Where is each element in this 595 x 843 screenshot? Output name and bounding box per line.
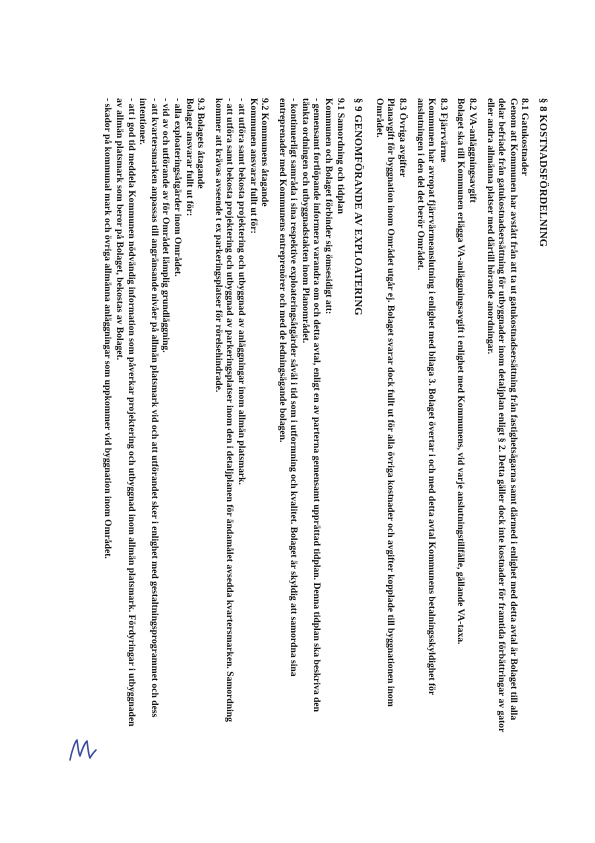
list-item: - vid av och utförande av för Området lämplig grundläggning. bbox=[160, 98, 172, 353]
section-9-3-text: Bolaget ansvarar fullt ut för: bbox=[183, 98, 195, 217]
handwritten-initials-mark bbox=[66, 732, 100, 766]
section-8-3b-text: Planavgift för byggnation inom Området utgår ej. Bolaget svarar dock fullt ut för alla övriga kostnader och avgifter kopplade till byggnationen inom Området. bbox=[373, 98, 397, 707]
section-8-3a-title: 8.3 Fjärrvärme bbox=[437, 98, 449, 163]
section-8-heading: § 8 KOSTNADSFÖRDELNING bbox=[537, 98, 548, 248]
list-item: - att utföra samt bekosta projektering och utbyggnad av anläggningar inom allmän platsmark. bbox=[235, 98, 247, 485]
section-8-1-text: Genom att Kommunen har avstått från att ta ut gatukostnadsersättning från fastighetsägarna samt därmed i enlighet med detta avtal är Bolaget till alla delar befriade från gatukostnadsersättning för utbyggnader inom detaljplan enligt § 2. Detta gäller dock inte kostnader för framtida förbättringar av gator eller andra allmänna platser med därtill hörande anordningar. bbox=[484, 98, 519, 733]
list-item: - att utföra samt bekosta projektering och utbyggnad av parkeringsplatser inom den i detaljplanen för ändamålet avsedda kvartersmarken. Samordning kommer att krävas avseende t ex parkeringsplatser för rörelsehindrade. bbox=[212, 98, 236, 722]
section-9-2-title: 9.2 Kommunens åtagande bbox=[259, 98, 271, 207]
list-item: - att kvartersmarken anpassas till angränsande nivåer på allmän platsmark vid och att utförandet sker i enlighet med gestaltningsprogrammet och dess intentioner. bbox=[137, 98, 160, 718]
list-item: - att i god tid meddela Kommunen nödvändig information som påverkar projektering och utbyggnad inom allmän platsmark. Fördyringar i utbyggnaden av allmän platsmark som beror på Bolaget, bekostas av Bolaget. bbox=[114, 98, 137, 727]
section-9-2-text: Kommunen ansvarar fullt ut för: bbox=[247, 98, 259, 234]
section-8-3a-text: Kommunen har avropat fjärrvärmeanslutning i enlighet med bilaga 3. Bolaget övertar i och med detta avtal Kommunens betalningsskyldighet för anslutningen i den del det berör Området. bbox=[414, 98, 438, 696]
section-9-3-title: 9.3 Bolagets åtagande bbox=[195, 98, 207, 189]
rotated-text-block bbox=[102, 98, 548, 733]
section-8-3b-title: 8.3 Övriga avgifter bbox=[397, 98, 409, 178]
section-9-1-title: 9.1 Samordning och tidplan bbox=[334, 98, 346, 214]
section-9-heading: § 9 GENOMFÖRANDE AV EXPLOATERING bbox=[352, 98, 364, 316]
list-item: - skador på kommunal mark och övriga allmänna anläggningar som uppkommer vid byggnation inom Området. bbox=[102, 98, 114, 559]
list-item: - alla exploateringsåtgärder inom Området. bbox=[171, 98, 183, 277]
list-item: - gemensamt fortlöpande informera varandra om och detta avtal, enligt en av parterna gemensamt upprättad tidplan. Denna tidplan ska beskriva den tänkta ordningen och utbyggnadstakten inom Planområdet. bbox=[299, 98, 323, 712]
section-8-2-text: Bolaget ska till Kommunen erlägga VA-anläggningsavgift i enlighet med Kommunens, vid varje anslutningstillfälle, gällande VA-taxa. bbox=[455, 98, 467, 645]
section-9-1-text: Kommunen och Bolaget förbinder sig ömsesidigt att: bbox=[323, 98, 335, 315]
section-8-1-title: 8.1 Gatukostnader bbox=[519, 98, 531, 176]
section-8-2-title: 8.2 VA-anläggningsavgift bbox=[467, 98, 479, 203]
list-item: - kontinuerligt samråda i sina respektive exploateringsåtgärder såväl i tid som i utformning och kvalitet. Bolaget är skyldig att samordna sina entreprenader med Kommunens entreprenörer och med de ledningsägande bolagen. bbox=[276, 98, 300, 677]
